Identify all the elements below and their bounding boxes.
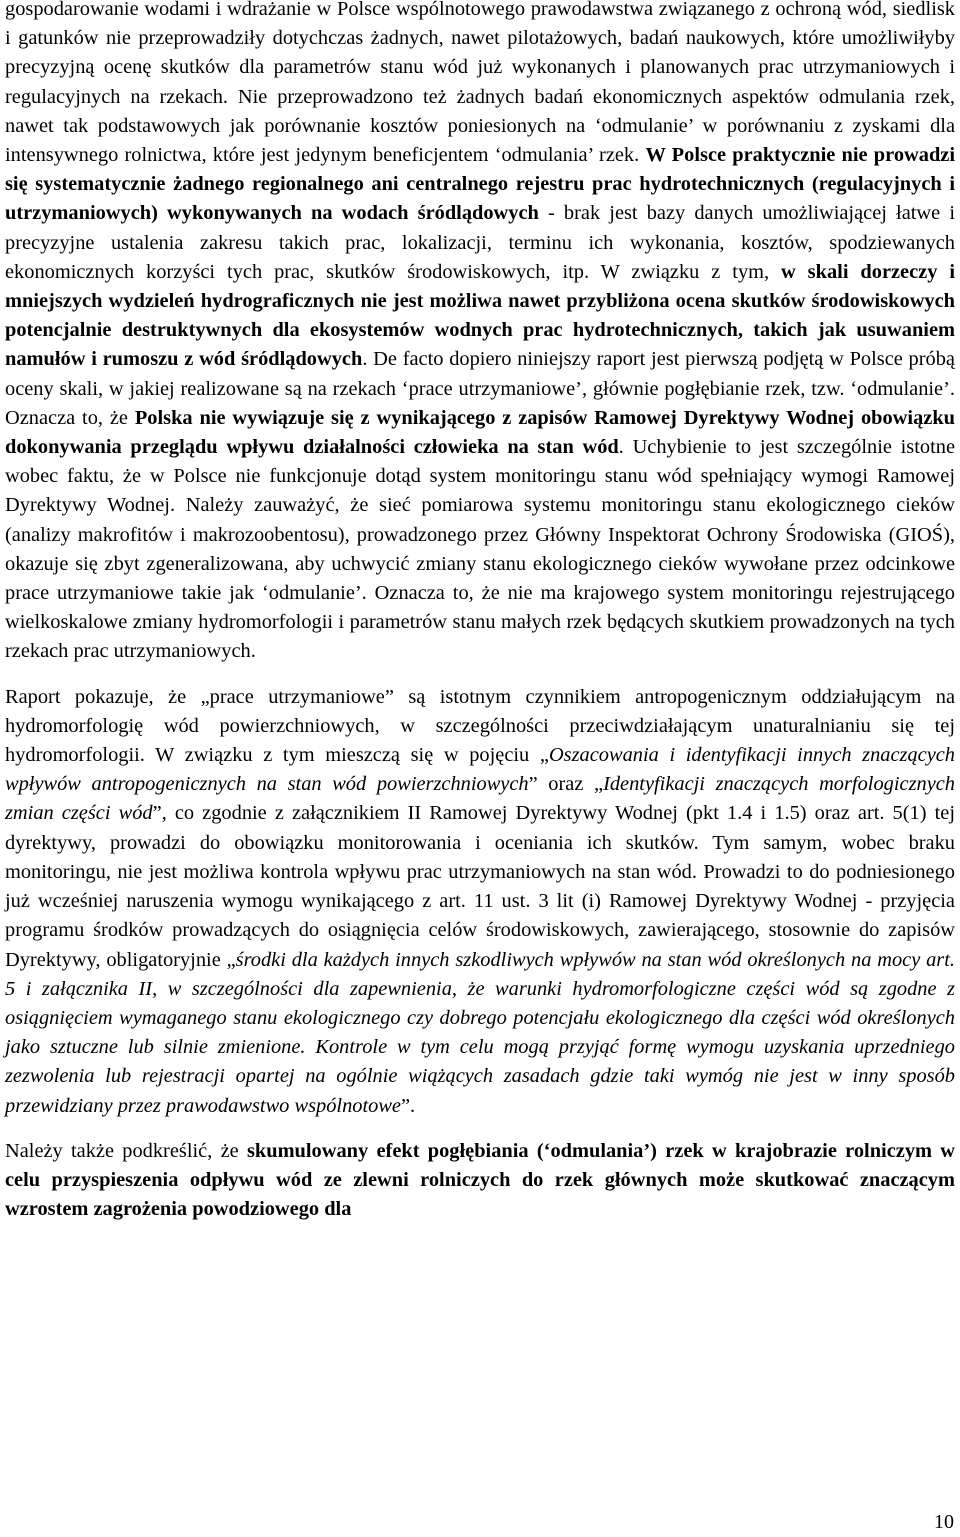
document-page xyxy=(5,0,955,1224)
text-run: Raport pokazuje, że „prace utrzymaniowe” są istotnym czynnikiem antropogenicznym oddziałującym na hydromorfologię wód powierzchniowych, w szczególności przeciwdziałającym unaturalnianiu się tej hydromorfologii. W związku z tym mieszczą się w pojęciu „ xyxy=(5,685,955,767)
text-run: gospodarowanie wodami i wdrażanie w Polsce wspólnotowego prawodawstwa związanego z ochroną wód, siedlisk i gatunków nie przeprowadziły dotychczas żadnych, nawet pilotażowych, badań naukowych, które umożliwiłyby precyzyjną ocenę skutków dla parametrów stanu wód już wykonanych i planowanych prac utrzymaniowych i regulacyjnych na rzekach. Nie przeprowadzono też żadnych badań ekonomicznych aspektów odmulania rzek, nawet tak podstawowych jak porównanie kosztów poniesionych na ‘odmulanie’ w porównaniu z zyskami dla intensywnego rolnictwa, które jest jedynym beneficjentem ‘odmulania’ rzek. xyxy=(5,0,955,167)
text-run: . De facto dopiero niniejszy raport jest pierwszą podjętą w Polsce próbą oceny skali, w jakiej realizowane są na rzekach ‘prace utrzymaniowe’, głównie pogłębianie rzek, tzw. ‘odmulanie’. Oznacza to, że xyxy=(5,348,955,429)
text-run: ”. xyxy=(400,1094,416,1117)
text-run: - brak jest bazy danych umożliwiającej łatwe i precyzyjne ustalenia zakresu takich prac, lokalizacji, terminu ich wykonania, kosztów, spodziewanych ekonomicznych korzyści tych prac, skutków środowiskowych, itp. W związku z tym, xyxy=(5,202,955,283)
page-number: 10 xyxy=(934,1511,954,1533)
italic-text: Oszacowania i identyfikacji innych znaczących wpływów antropogenicznych na stan wód powierzchniowych xyxy=(5,744,955,796)
italic-text: Identyfikacji znaczących morfologicznych zmian części wód xyxy=(5,773,955,825)
italic-text: środki dla każdych innych szkodliwych wpływów na stan wód określonych na mocy art. 5 i załącznika II, w szczególności dla zapewnienia, że warunki hydromorfologiczne części wód są zgodne z osiągnięciem wymaganego stanu ekologicznego czy dobrego potencjału ekologicznego dla części wód określonych jako sztuczne lub silnie zmienione. Kontrole w tym celu mogą przyjąć formę wymogu uzyskania uprzedniego zezwolenia lub rejestracji opartej na ogólnie wiążących zasadach gdzie taki wymóg nie jest w inny sposób przewidziany przez prawodawstwo wspólnotowe xyxy=(5,948,955,1117)
bold-text: Polska nie wywiązuje się z wynikającego z zapisów Ramowej Dyrektywy Wodnej obowiązku dokonywania przeglądu wpływu działalności człowieka na stan wód xyxy=(5,406,955,459)
paragraph-2 xyxy=(5,683,955,1121)
bold-text: skumulowany efekt pogłębiania (‘odmulania’) rzek w krajobrazie rolniczym w celu przyspieszenia odpływu wód ze zlewni rolniczych do rzek głównych może skutkować znaczącym wzrostem zagrożenia powodziowego dla xyxy=(5,1139,955,1221)
text-run: ”, co zgodnie z załącznikiem II Ramowej Dyrektywy Wodnej (pkt 1.4 i 1.5) oraz art. 5(1) tej dyrektywy, prowadzi do obowiązku monitorowania i oceniania ich skutków. Tym samym, wobec braku monitoringu, nie jest możliwa kontrola wpływu prac utrzymaniowych na stan wód. Prowadzi to do podniesionego już wcześniej naruszenia wymogu wynikającego z art. 11 ust. 3 lit (i) Ramowej Dyrektywy Wodnej - przyjęcia programu środków prowadzących do osiągnięcia celów środowiskowych, zawierającego, stosownie do zapisów Dyrektywy, obligatoryjnie „ xyxy=(5,802,955,971)
text-run: Należy także podkreślić, że xyxy=(5,1139,247,1162)
text-run: ” oraz „ xyxy=(528,773,604,796)
paragraph-3 xyxy=(5,1137,955,1225)
text-run: . Uchybienie to jest szczególnie istotne wobec faktu, że w Polsce nie funkcjonuje dotąd system monitoringu stanu wód spełniający wymogi Ramowej Dyrektywy Wodnej. Należy zauważyć, że sieć pomiarowa systemu monitoringu stanu ekologicznego cieków (analizy makrofitów i makrozoobentosu), prowadzonego przez Główny Inspektorat Ochrony Środowiska (GIOŚ), okazuje się zbyt zgeneralizowana, aby uchwycić zmiany stanu ekologicznego cieków wywołane przez odcinkowe prace utrzymaniowe takie jak ‘odmulanie’. Oznacza to, że nie ma krajowego system monitoringu rejestrującego wielkoskalowe zmiany hydromorfologii i parametrów stanu małych rzek będących skutkiem prowadzonych na tych rzekach prac utrzymaniowych. xyxy=(5,436,955,663)
bold-text: W Polsce praktycznie nie prowadzi się systematycznie żadnego regionalnego ani centralnego rejestru prac hydrotechnicznych (regulacyjnych i utrzymaniowych) wykonywanych na wodach śródlądowych xyxy=(5,144,955,225)
bold-text: w skali dorzeczy i mniejszych wydzieleń hydrograficznych nie jest możliwa nawet przybliżona ocena skutków środowiskowych potencjalnie destruktywnych dla ekosystemów wodnych prac hydrotechnicznych, takich jak usuwaniem namułów i rumoszu z wód śródlądowych xyxy=(5,260,955,371)
paragraph-1 xyxy=(5,0,955,667)
